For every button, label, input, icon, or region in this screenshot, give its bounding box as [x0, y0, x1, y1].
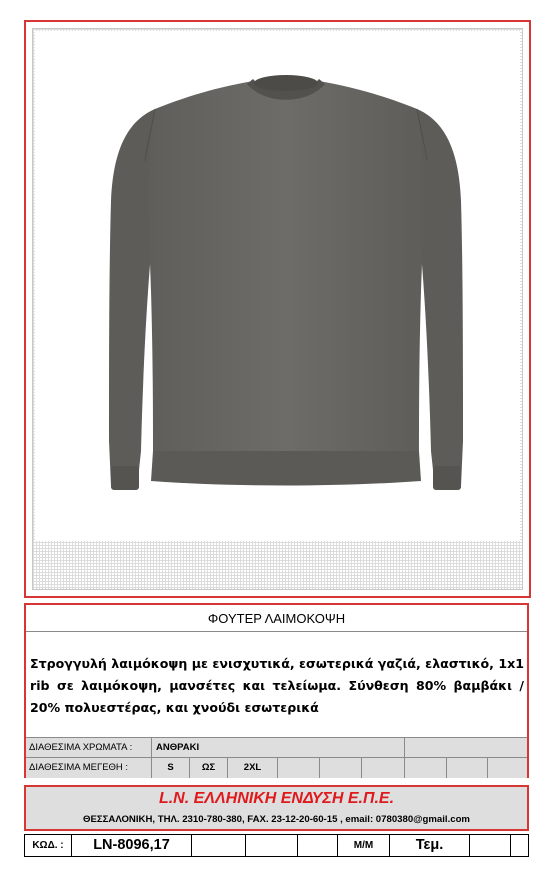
right-sleeve	[417, 109, 463, 489]
size-empty-cell	[404, 758, 446, 778]
waistband	[151, 451, 421, 486]
product-image-frame	[24, 20, 531, 598]
code-label: ΚΩΔ. :	[32, 840, 64, 851]
unit-value: Τεμ.	[389, 835, 469, 856]
sweatshirt-image	[35, 31, 520, 541]
size-empty-cell	[361, 758, 404, 778]
size-empty-cell	[446, 758, 487, 778]
product-image-area	[32, 28, 523, 590]
unit-label: Μ/Μ	[337, 835, 389, 856]
colors-row	[26, 737, 527, 757]
colors-label: ΔΙΑΘΕΣΙΜΑ ΧΡΩΜΑΤΑ :	[29, 742, 133, 753]
product-title: ΦΟΥΤΕΡ ΛΑΙΜΟΚΟΨΗ	[26, 605, 527, 632]
color-empty-cell	[404, 738, 527, 757]
size-empty-cell	[277, 758, 319, 778]
left-sleeve	[109, 109, 155, 489]
size-cell: S	[151, 758, 189, 778]
color-value: ΑΝΘΡΑΚΙ	[151, 738, 406, 757]
code-empty-cell	[469, 835, 510, 856]
sweatshirt-body	[149, 81, 424, 456]
product-description: Στρογγυλή λαιμόκοψη με ενισχυτικά, εσωτερικά γαζιά, ελαστικό, 1x1 rib σε λαιμόκοψη, μανσέτες και τελείωμα. Σύνθεση 80% βαμβάκι / 20% πολυεστέρας, και χνούδι εσωτερικά	[30, 656, 524, 715]
company-box	[24, 785, 529, 831]
product-image-background	[35, 31, 520, 541]
size-cell: ΩΣ	[189, 758, 227, 778]
company-contact-info: ΘΕΣΣΑΛΟΝΙΚΗ, ΤΗΛ. 2310-780-380, FAX. 23-12-20-60-15 , email: 0780380@gmail.com	[83, 814, 470, 825]
code-value: LN-8096,17	[71, 835, 191, 856]
product-code-row	[24, 834, 529, 857]
size-cell: 2XL	[227, 758, 277, 778]
sizes-label: ΔΙΑΘΕΣΙΜΑ ΜΕΓΕΘΗ :	[29, 762, 129, 773]
code-empty-cell	[191, 835, 245, 856]
left-cuff	[111, 466, 139, 490]
code-empty-cell	[510, 835, 528, 856]
right-cuff	[433, 466, 461, 490]
sizes-row	[26, 757, 527, 778]
code-empty-cell	[297, 835, 337, 856]
code-empty-cell	[245, 835, 297, 856]
product-details-box	[24, 603, 529, 778]
company-name: L.N. ΕΛΛΗΝΙΚΗ ΕΝΔΥΣΗ Ε.Π.Ε.	[158, 790, 395, 807]
size-empty-cell	[487, 758, 527, 778]
size-empty-cell	[319, 758, 361, 778]
